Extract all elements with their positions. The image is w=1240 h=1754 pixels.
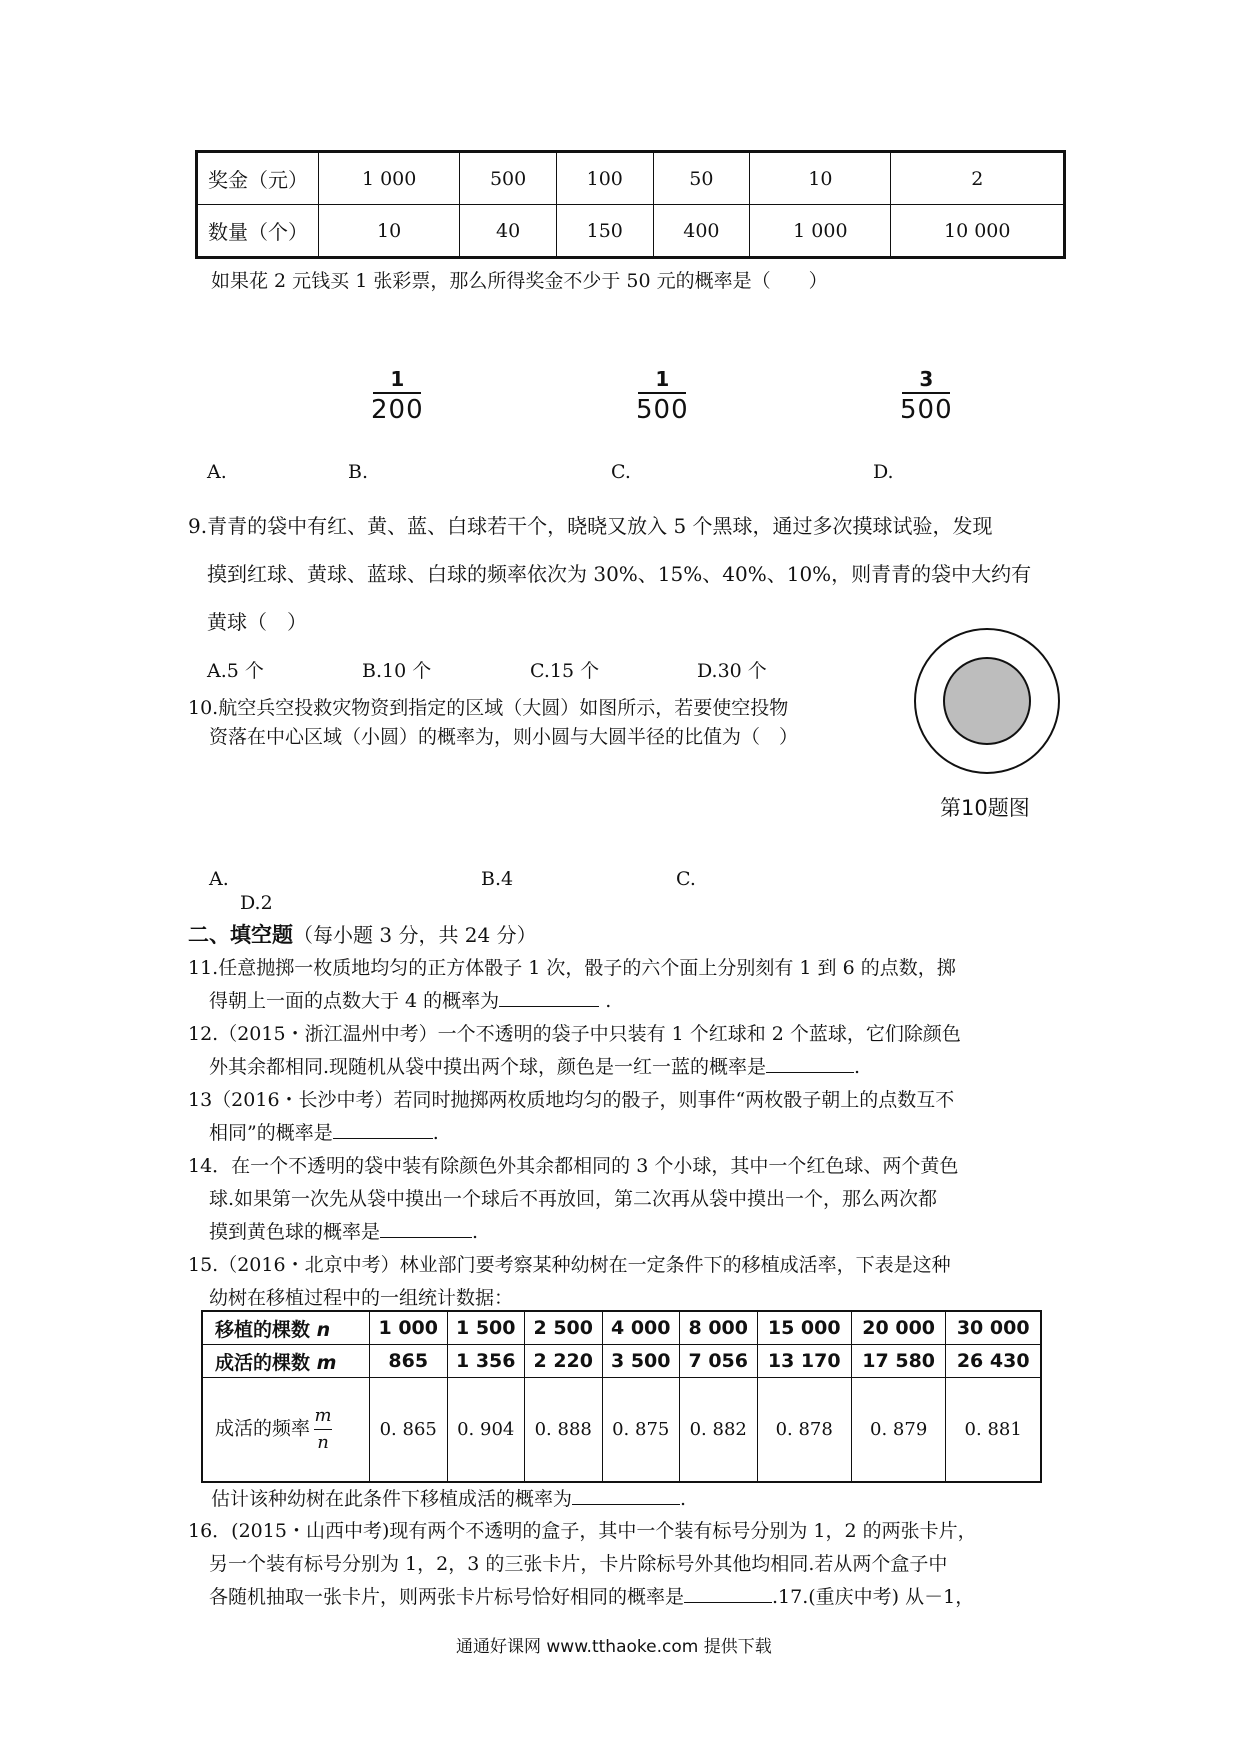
q9-option-a: A.5 个 <box>207 660 264 682</box>
count-header: 数量（个） <box>197 205 319 258</box>
survival-table <box>201 1310 1042 1483</box>
frequency-cell: 0. 879 <box>851 1378 945 1483</box>
planted-cell: 4 000 <box>602 1311 680 1345</box>
count-cell: 10 000 <box>891 205 1065 258</box>
frequency-cell: 0. 881 <box>946 1378 1041 1483</box>
label-text: 成活的棵数 <box>215 1351 317 1374</box>
answer-blank[interactable] <box>684 1601 772 1603</box>
count-cell: 10 <box>319 205 460 258</box>
fraction-numerator: 1 <box>390 367 405 391</box>
q11-text: 得朝上一面的点数大于 4 的概率为 <box>209 990 500 1012</box>
fraction-bar <box>902 392 950 394</box>
frequency-cell: 0. 882 <box>680 1378 758 1483</box>
fraction-numerator: m <box>314 1405 332 1426</box>
q11-line2 <box>209 986 611 1013</box>
prize-cell: 500 <box>460 152 557 205</box>
q16-line1: 16．(2015・山西中考)现有两个不透明的盒子，其中一个装有标号分别为 1，2 的两张卡片， <box>188 1520 977 1542</box>
q12-period: . <box>854 1056 861 1078</box>
answer-blank[interactable] <box>572 1503 680 1505</box>
prize-table <box>195 150 1066 259</box>
q8-stem: 如果花 2 元钱买 1 张彩票，那么所得奖金不少于 50 元的概率是（ ） <box>211 270 828 292</box>
label-text: 移植的棵数 <box>215 1318 317 1341</box>
q9-option-d: D.30 个 <box>697 660 767 682</box>
count-cell: 40 <box>460 205 557 258</box>
prize-cell: 2 <box>891 152 1065 205</box>
q8-fraction-c <box>900 368 953 424</box>
q12-line2 <box>209 1052 860 1079</box>
frequency-cell: 0. 904 <box>447 1378 525 1483</box>
count-cell: 150 <box>556 205 653 258</box>
count-cell: 1 000 <box>750 205 891 258</box>
q15-period: . <box>680 1488 687 1510</box>
answer-blank[interactable] <box>766 1071 854 1073</box>
inner-circle <box>944 658 1030 744</box>
frequency-row <box>202 1378 1041 1483</box>
planted-cell: 1 500 <box>447 1311 525 1345</box>
fraction-denominator: 500 <box>900 395 953 425</box>
m-over-n-fraction <box>314 1405 332 1454</box>
q11-line1: 11.任意抛掷一枚质地均匀的正方体骰子 1 次，骰子的六个面上分别刻有 1 到 6 的点数，掷 <box>188 957 956 979</box>
q8-fraction-a <box>371 368 424 424</box>
q16-line2: 另一个装有标号分别为 1，2，3 的三张卡片，卡片除标号外其他均相同.若从两个盒子中 <box>209 1553 948 1575</box>
planted-cell: 30 000 <box>946 1311 1041 1345</box>
q10-option-c: C. <box>676 868 696 890</box>
q16-line3 <box>209 1582 974 1609</box>
fraction-numerator: 3 <box>919 367 934 391</box>
q10-option-a: A. <box>209 868 229 890</box>
q14-line2: 球.如果第一次先从袋中摸出一个球后不再放回，第二次再从袋中摸出一个，那么两次都 <box>209 1188 938 1210</box>
q9-line2: 摸到红球、黄球、蓝球、白球的频率依次为 30%、15%、40%、10%，则青青的袋中大约有 <box>207 562 1032 586</box>
survived-row <box>202 1345 1041 1378</box>
count-row <box>197 205 1065 258</box>
survived-cell: 13 170 <box>757 1345 851 1378</box>
q11-period: . <box>599 990 612 1012</box>
survived-cell: 17 580 <box>851 1345 945 1378</box>
planted-row <box>202 1311 1041 1345</box>
planted-cell: 8 000 <box>680 1311 758 1345</box>
survived-cell: 3 500 <box>602 1345 680 1378</box>
q8-option-a: A. <box>207 461 227 483</box>
q15-line2: 幼树在移植过程中的一组统计数据： <box>209 1287 514 1309</box>
prize-cell: 10 <box>750 152 891 205</box>
q8-fraction-b <box>636 368 689 424</box>
fraction-numerator: 1 <box>655 367 670 391</box>
prize-cell: 1 000 <box>319 152 460 205</box>
frequency-cell: 0. 865 <box>370 1378 448 1483</box>
q10-target-figure <box>912 626 1062 776</box>
label-variable: m <box>316 1351 337 1374</box>
page-footer: 通通好课网 www.tthaoke.com 提供下载 <box>456 1637 772 1657</box>
q12-line1: 12.（2015・浙江温州中考）一个不透明的袋子中只装有 1 个红球和 2 个蓝球，它们除颜色 <box>188 1023 961 1045</box>
q12-text: 外其余都相同.现随机从袋中摸出两个球，颜色是一红一蓝的概率是 <box>209 1056 767 1078</box>
frequency-cell: 0. 875 <box>602 1378 680 1483</box>
planted-cell: 20 000 <box>851 1311 945 1345</box>
q8-option-d: D. <box>873 461 894 483</box>
q9-option-b: B.10 个 <box>362 660 432 682</box>
survived-label <box>202 1345 370 1378</box>
fraction-bar <box>638 392 686 394</box>
survived-cell: 865 <box>370 1345 448 1378</box>
q14-text: 摸到黄色球的概率是 <box>209 1221 381 1243</box>
fraction-bar <box>314 1429 332 1430</box>
answer-blank[interactable] <box>333 1137 433 1139</box>
q9-option-c: C.15 个 <box>530 660 600 682</box>
answer-blank[interactable] <box>499 1005 599 1007</box>
section-note: （每小题 3 分，共 24 分） <box>293 923 537 947</box>
prize-header: 奖金（元） <box>197 152 319 205</box>
q10-line2: 资落在中心区域（小圆）的概率为，则小圆与大圆半径的比值为（ ） <box>209 726 799 748</box>
q10-line1: 10.航空兵空投救灾物资到指定的区域（大圆）如图所示，若要使空投物 <box>188 697 789 719</box>
count-cell: 400 <box>653 205 750 258</box>
frequency-cell: 0. 888 <box>525 1378 603 1483</box>
section-heading <box>188 919 537 949</box>
survived-cell: 26 430 <box>946 1345 1041 1378</box>
label-variable: n <box>316 1318 331 1341</box>
q9-line1: 9.青青的袋中有红、黄、蓝、白球若干个，晓晓又放入 5 个黑球，通过多次摸球试验，发现 <box>188 514 993 538</box>
q16-text: 各随机抽取一张卡片，则两张卡片标号恰好相同的概率是 <box>209 1586 685 1608</box>
q15-text: 估计该种幼树在此条件下移植成活的概率为 <box>211 1488 573 1510</box>
prize-cell: 100 <box>556 152 653 205</box>
q13-line2 <box>209 1118 439 1145</box>
q8-option-b: B. <box>348 461 369 483</box>
q9-line3: 黄球（ ） <box>207 610 307 634</box>
survived-cell: 1 356 <box>447 1345 525 1378</box>
q10-option-b: B.4 <box>481 868 514 890</box>
survived-cell: 2 220 <box>525 1345 603 1378</box>
planted-cell: 15 000 <box>757 1311 851 1345</box>
prize-cell: 50 <box>653 152 750 205</box>
q15-after <box>211 1484 686 1511</box>
q13-period: . <box>432 1122 439 1144</box>
frequency-label <box>202 1378 370 1483</box>
planted-label <box>202 1311 370 1345</box>
planted-cell: 1 000 <box>370 1311 448 1345</box>
fraction-denominator: 200 <box>371 395 424 425</box>
fraction-bar <box>373 392 421 394</box>
q10-figure-caption: 第10题图 <box>940 796 1030 820</box>
section-title: 二、填空题 <box>188 923 293 947</box>
q14-line1: 14．在一个不透明的袋中装有除颜色外其余都相同的 3 个小球，其中一个红色球、两个黄色 <box>188 1155 959 1177</box>
q17-start-text: .17.(重庆中考) 从－1， <box>772 1586 975 1608</box>
planted-cell: 2 500 <box>525 1311 603 1345</box>
q14-period: . <box>472 1221 479 1243</box>
q8-option-c: C. <box>611 461 631 483</box>
q14-line3 <box>209 1217 478 1244</box>
prize-row <box>197 152 1065 205</box>
q13-text: 相同”的概率是 <box>209 1122 333 1144</box>
frequency-cell: 0. 878 <box>757 1378 851 1483</box>
q13-line1: 13（2016・长沙中考）若同时抛掷两枚质地均匀的骰子，则事件“两枚骰子朝上的点数互不 <box>188 1089 955 1111</box>
q10-option-d: D.2 <box>240 892 273 914</box>
answer-blank[interactable] <box>380 1236 472 1238</box>
q15-line1: 15.（2016・北京中考）林业部门要考察某种幼树在一定条件下的移植成活率，下表是这种 <box>188 1254 951 1276</box>
survived-cell: 7 056 <box>680 1345 758 1378</box>
label-text: 成活的频率 <box>215 1417 311 1440</box>
fraction-denominator: n <box>317 1432 329 1453</box>
fraction-denominator: 500 <box>636 395 689 425</box>
